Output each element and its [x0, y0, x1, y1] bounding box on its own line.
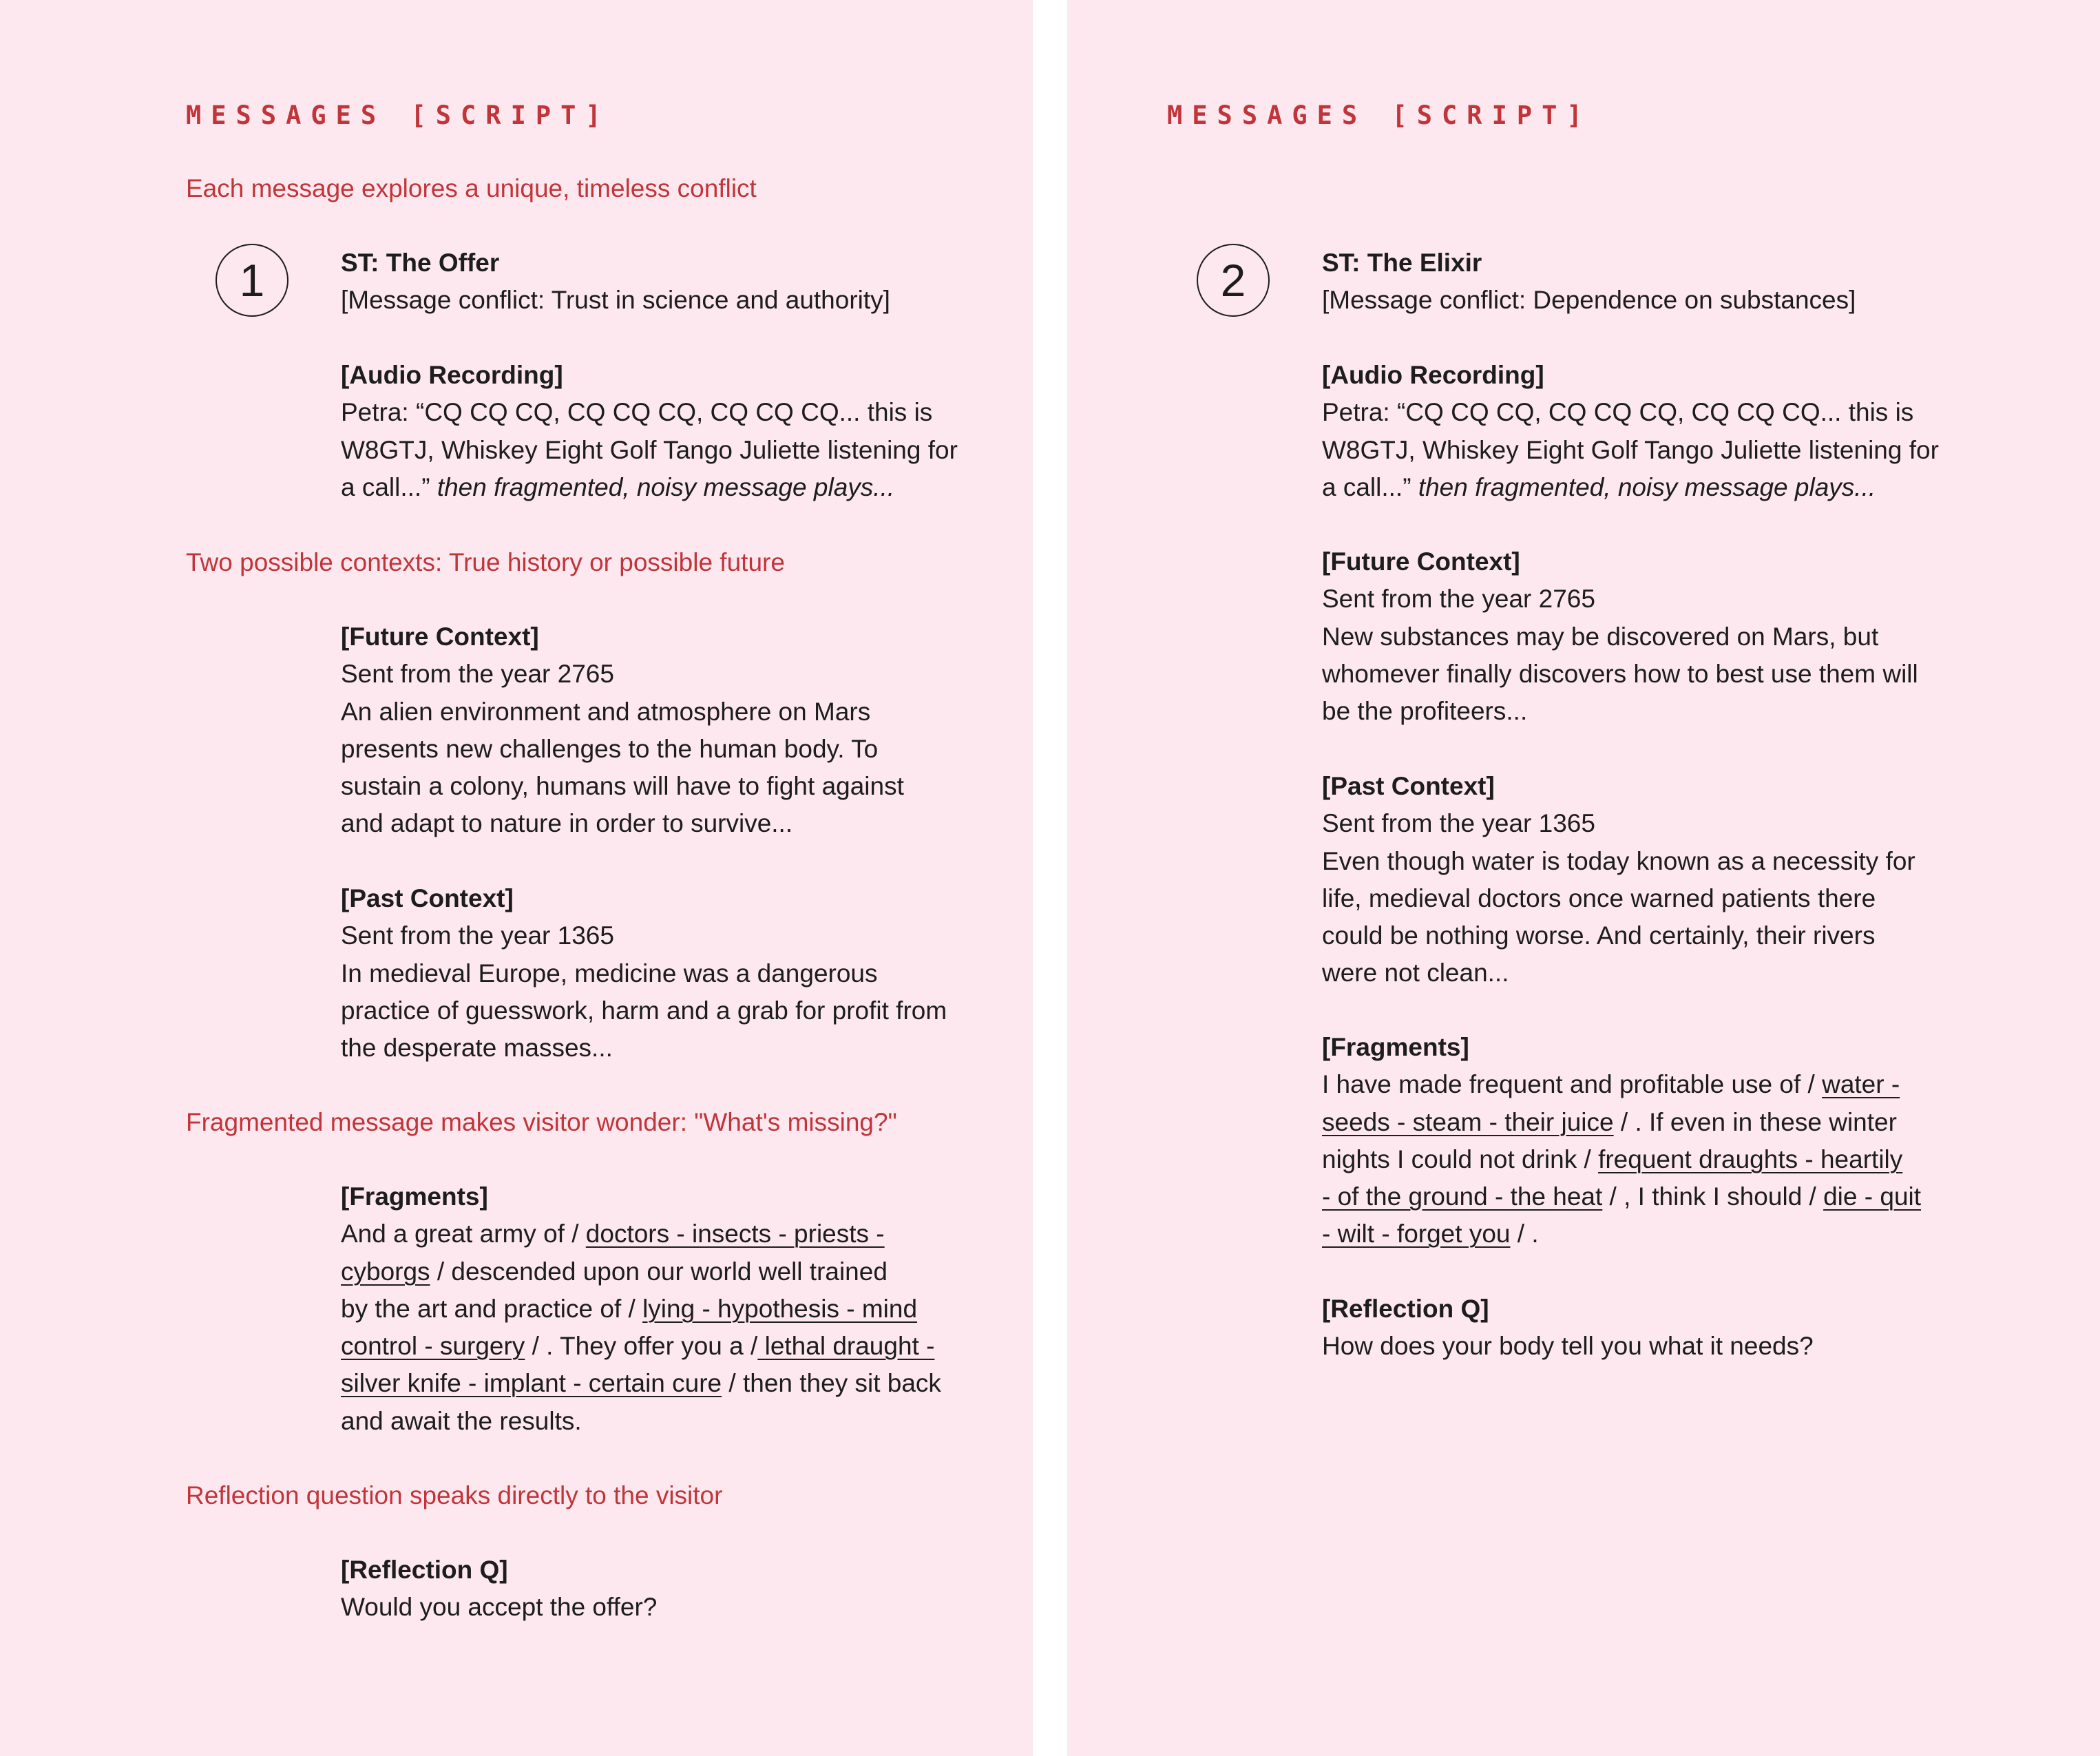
annotation-fragmented: Fragmented message makes visitor wonder: "What's missing?" — [186, 1108, 897, 1136]
future-context-block — [1322, 543, 1918, 730]
fragment-options: water - — [1822, 1070, 1900, 1099]
fragments-line — [341, 1253, 941, 1290]
fragments-line — [1322, 1178, 1921, 1215]
fragments-line — [341, 1290, 941, 1328]
script-page-2 — [1067, 0, 2100, 1756]
fragment-text: nights I could not drink / — [1322, 1144, 1599, 1173]
future-context-label: [Future Context] — [1322, 547, 1520, 576]
fragment-options: silver knife - implant - certain cure — [341, 1369, 722, 1398]
annotation-intro: Each message explores a unique, timeless conflict — [186, 174, 757, 202]
audio-line — [1322, 469, 1939, 506]
past-context-line: In medieval Europe, medicine was a dangerous — [341, 959, 878, 987]
future-context-line: be the profiteers... — [1322, 697, 1528, 726]
audio-line-text: a call...” — [341, 472, 437, 501]
page-heading: MESSAGES [SCRIPT] — [186, 101, 611, 130]
future-context-line: Sent from the year 2765 — [341, 660, 614, 689]
past-context-line: practice of guesswork, harm and a grab for profit from — [341, 996, 947, 1025]
fragments-block — [341, 1178, 941, 1440]
message-title-block — [1322, 244, 1856, 320]
message-title: ST: The Elixir — [1322, 249, 1482, 277]
fragment-text: / . They offer you a / — [525, 1332, 758, 1361]
fragments-label: [Fragments] — [1322, 1033, 1469, 1061]
fragment-options: cyborgs — [341, 1257, 430, 1286]
audio-recording-label: [Audio Recording] — [1322, 361, 1544, 389]
fragments-line — [341, 1215, 941, 1253]
reflection-block — [1322, 1290, 1814, 1366]
audio-line: W8GTJ, Whiskey Eight Golf Tango Juliette listening for — [1322, 435, 1939, 464]
audio-stage-direction: then fragmented, noisy message plays... — [437, 472, 895, 501]
fragment-options: die - quit — [1823, 1182, 1922, 1211]
future-context-label: [Future Context] — [341, 623, 539, 651]
message-title: ST: The Offer — [341, 249, 500, 277]
past-context-line: Sent from the year 1365 — [341, 921, 614, 950]
reflection-question: Would you accept the offer? — [341, 1593, 658, 1622]
future-context-line: whomever finally discovers how to best use them will — [1322, 659, 1918, 688]
fragment-options: - of the ground - the heat — [1322, 1182, 1603, 1211]
fragments-label: [Fragments] — [341, 1182, 488, 1211]
fragment-text: / . — [1510, 1220, 1539, 1248]
fragments-line — [1322, 1141, 1921, 1178]
message-title-block — [341, 244, 890, 320]
fragment-text: I have made frequent and profitable use of / — [1322, 1070, 1823, 1099]
future-context-line: sustain a colony, humans will have to fight against — [341, 772, 904, 801]
fragments-line — [1322, 1104, 1921, 1141]
fragments-line — [1322, 1215, 1921, 1253]
past-context-line: Even though water is today known as a necessity for — [1322, 846, 1915, 875]
fragment-options: seeds - steam - their juice — [1322, 1107, 1614, 1136]
past-context-line: life, medieval doctors once warned patients there — [1322, 884, 1876, 912]
audio-recording-label: [Audio Recording] — [341, 361, 563, 389]
past-context-block — [341, 880, 947, 1067]
fragments-line — [341, 1365, 941, 1402]
reflection-question: How does your body tell you what it needs? — [1322, 1332, 1814, 1361]
future-context-line: New substances may be discovered on Mars, but — [1322, 622, 1879, 651]
audio-line — [341, 469, 958, 506]
fragment-options: lethal draught - — [757, 1332, 935, 1361]
past-context-block — [1322, 768, 1915, 992]
reflection-block — [341, 1551, 657, 1627]
past-context-line: the desperate masses... — [341, 1034, 613, 1063]
page-heading: MESSAGES [SCRIPT] — [1167, 101, 1592, 130]
fragment-options: frequent draughts - heartily — [1598, 1144, 1903, 1173]
audio-recording-block — [341, 357, 958, 506]
fragment-options: control - surgery — [341, 1332, 525, 1361]
audio-line: W8GTJ, Whiskey Eight Golf Tango Juliette listening for — [341, 435, 958, 464]
fragment-options: - wilt - forget you — [1322, 1220, 1511, 1248]
future-context-line: and adapt to nature in order to survive... — [341, 809, 793, 838]
future-context-line: An alien environment and atmosphere on Mars — [341, 697, 871, 726]
fragments-block — [1322, 1029, 1921, 1253]
audio-line: Petra: “CQ CQ CQ, CQ CQ CQ, CQ CQ CQ... this is — [341, 398, 933, 427]
past-context-line: could be nothing worse. And certainly, their rivers — [1322, 921, 1876, 950]
fragment-options: lying - hypothesis - mind — [642, 1294, 918, 1323]
message-conflict: [Message conflict: Dependence on substances] — [1322, 286, 1856, 315]
annotation-contexts: Two possible contexts: True history or possible future — [186, 548, 785, 576]
fragment-text: by the art and practice of / — [341, 1294, 643, 1323]
audio-recording-block — [1322, 357, 1939, 506]
reflection-label: [Reflection Q] — [1322, 1295, 1489, 1323]
audio-line-text: a call...” — [1322, 472, 1418, 501]
message-conflict: [Message conflict: Trust in science and authority] — [341, 286, 890, 315]
fragments-line — [341, 1328, 941, 1365]
fragment-text: / . If even in these winter — [1613, 1107, 1897, 1136]
future-context-block — [341, 618, 904, 843]
future-context-line: presents new challenges to the human body. To — [341, 734, 879, 763]
message-number-badge: 1 — [216, 244, 288, 317]
fragments-line — [1322, 1066, 1921, 1103]
fragment-text: / descended upon our world well trained — [430, 1257, 888, 1286]
fragment-text: / , I think I should / — [1602, 1182, 1824, 1211]
fragments-line: and await the results. — [341, 1406, 582, 1435]
past-context-line: were not clean... — [1322, 959, 1509, 987]
fragment-text: / then they sit back — [722, 1369, 941, 1398]
message-number-badge: 2 — [1197, 244, 1270, 317]
past-context-label: [Past Context] — [341, 884, 514, 912]
fragment-options: doctors - insects - priests - — [585, 1220, 885, 1248]
audio-line: Petra: “CQ CQ CQ, CQ CQ CQ, CQ CQ CQ... this is — [1322, 398, 1914, 427]
fragment-text: And a great army of / — [341, 1220, 586, 1248]
reflection-label: [Reflection Q] — [341, 1556, 508, 1584]
audio-stage-direction: then fragmented, noisy message plays... — [1418, 472, 1876, 501]
future-context-line: Sent from the year 2765 — [1322, 585, 1595, 614]
past-context-label: [Past Context] — [1322, 772, 1495, 800]
annotation-reflection: Reflection question speaks directly to the visitor — [186, 1481, 723, 1509]
script-page-1 — [0, 0, 1033, 1756]
past-context-line: Sent from the year 1365 — [1322, 809, 1595, 838]
